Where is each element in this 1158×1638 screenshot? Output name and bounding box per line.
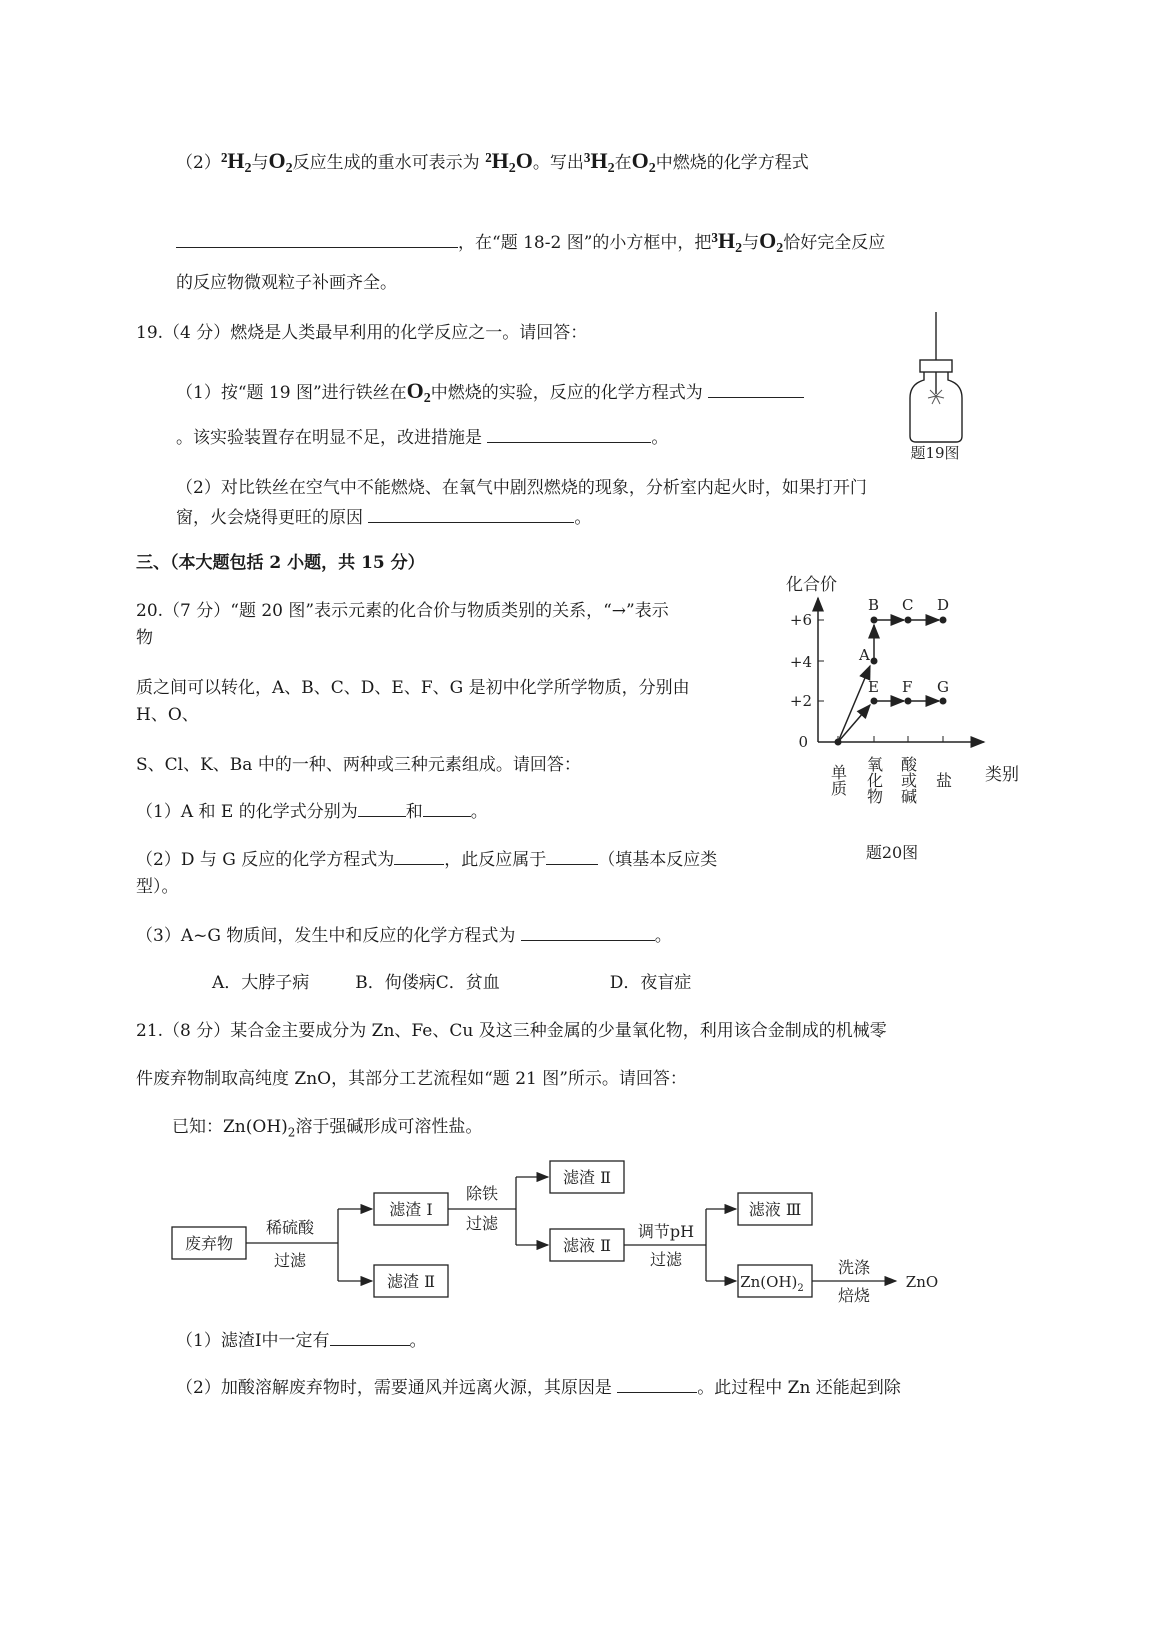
- chem-2h2: [220, 148, 252, 176]
- y-tick-plus4: +4: [789, 653, 812, 671]
- chart-xlabel: 类别: [985, 765, 1019, 785]
- q20-part2: [136, 850, 717, 870]
- answer-blank[interactable]: [487, 441, 651, 443]
- label-adjust-ph: 调节pH: [637, 1222, 695, 1241]
- option-d: D．夜盲症: [609, 973, 692, 993]
- chem-text: O: [406, 378, 424, 403]
- label-filter-2: 过滤: [465, 1214, 499, 1233]
- label-zno: ZnO: [905, 1273, 939, 1291]
- chem-sub: 2: [735, 241, 743, 256]
- q19-part2-line2: [176, 508, 591, 528]
- text: 。: [574, 508, 592, 528]
- chem-sub: 2: [508, 161, 516, 176]
- text: （1）按“题 19 图”进行铁丝在: [176, 383, 407, 403]
- q20-part3: [136, 926, 672, 946]
- q21-line1: 21.（8 分）某合金主要成分为 Zn、Fe、Cu 及这三种金属的少量氧化物，利用该合金制成的机械零: [136, 1021, 887, 1041]
- text: 。: [654, 926, 672, 946]
- chem-d2o: [485, 148, 533, 176]
- label-roast: 焙烧: [837, 1286, 871, 1305]
- chem-sub: 2: [797, 1283, 804, 1294]
- label-d: D: [937, 596, 950, 614]
- label-residue-1: 滤渣 Ⅰ: [389, 1200, 433, 1219]
- chem-3h2: [711, 228, 743, 256]
- arrow-origin-to-e: [838, 705, 870, 742]
- text: （1）A 和 E 的化学式分别为: [136, 802, 358, 822]
- label-filtrate-2: 滤液 Ⅱ: [563, 1236, 611, 1255]
- label-residue-2-upper: 滤渣 Ⅱ: [563, 1168, 611, 1187]
- gas-bottle-illustration: [900, 308, 970, 463]
- label-filtrate-3: 滤液 Ⅲ: [748, 1200, 802, 1219]
- y-tick-zero: 0: [798, 733, 808, 751]
- label-dilute-sulfuric-acid: 稀硫酸: [265, 1218, 315, 1237]
- label-remove-iron: 除铁: [465, 1184, 499, 1203]
- text: 。: [409, 1331, 427, 1351]
- chem-3h2: [583, 148, 615, 176]
- label-a: A: [859, 646, 870, 664]
- chem-sub: 2: [607, 161, 615, 176]
- y-tick-plus6: +6: [789, 611, 812, 629]
- text: （3）A~G 物质间，发生中和反应的化学方程式为: [136, 926, 516, 946]
- label-f: F: [902, 678, 913, 696]
- text: 已知：Zn(OH): [172, 1117, 288, 1137]
- text: 。: [470, 802, 488, 822]
- chem-sub: 2: [285, 161, 293, 176]
- text: 与: [742, 233, 760, 253]
- q20-options: [212, 973, 691, 993]
- chem-text: ³H: [583, 148, 608, 173]
- chem-text: O: [515, 148, 533, 173]
- chem-o2: [268, 148, 293, 176]
- chem-text: O: [759, 228, 777, 253]
- answer-blank[interactable]: [330, 1344, 410, 1346]
- q20-part2-cont: 型）。: [136, 877, 179, 897]
- text: 和: [405, 802, 423, 822]
- q19-part2-line1: （2）对比铁丝在空气中不能燃烧、在氧气中剧烈燃烧的现象，分析室内起火时，如果打开门: [176, 478, 867, 498]
- figure-19-caption: 题19图: [910, 444, 960, 462]
- figure-19: [900, 308, 970, 463]
- text: 。写出: [532, 153, 584, 173]
- q20-part1: [136, 802, 488, 822]
- text: 溶于强碱形成可溶性盐。: [295, 1117, 483, 1137]
- chem-o2: [759, 228, 784, 256]
- answer-blank[interactable]: [546, 863, 598, 865]
- label-znoh2: [740, 1273, 804, 1294]
- text: （2）加酸溶解废弃物时，需要通风并远离火源，其原因是: [176, 1378, 612, 1398]
- section-3-heading: 三、（本大题包括 2 小题，共 15 分）: [136, 553, 425, 573]
- chem-sub: 2: [287, 1125, 296, 1140]
- point-d: [940, 617, 947, 624]
- point-f: [905, 698, 912, 705]
- figure-21-flowchart: [166, 1155, 986, 1305]
- text: （2）D 与 G 反应的化学方程式为: [136, 850, 395, 870]
- label-b: B: [868, 596, 880, 614]
- label-waste: 废弃物: [184, 1234, 234, 1253]
- text: 与: [251, 153, 269, 173]
- y-tick-plus2: +2: [789, 692, 812, 710]
- label-e: E: [868, 678, 879, 696]
- point-g: [940, 698, 947, 705]
- x-cat-element: 单质: [828, 764, 848, 796]
- chem-sub: 2: [648, 161, 656, 176]
- text: ，此反应属于: [444, 850, 547, 870]
- q20-line1: 20.（7 分）“题 20 图”表示元素的化合价与物质类别的关系，“→”表示: [136, 601, 669, 621]
- text: 中燃烧的化学方程式: [655, 153, 809, 173]
- option-c: C．贫血: [435, 973, 500, 993]
- text: 。此过程中 Zn 还能起到除: [697, 1378, 901, 1398]
- point-b: [871, 617, 878, 624]
- chem-text: O: [631, 148, 649, 173]
- answer-blank[interactable]: [358, 815, 406, 817]
- chem-text: Zn(OH): [740, 1273, 798, 1291]
- point-c: [905, 617, 912, 624]
- chem-sub: 2: [776, 241, 784, 256]
- q21-known: [172, 1117, 482, 1140]
- label-residue-2-lower: 滤渣 Ⅱ: [387, 1272, 435, 1291]
- q18-part2-line: [176, 148, 809, 178]
- process-flow: [166, 1155, 986, 1305]
- x-cat-salt: 盐: [933, 772, 953, 788]
- text: 在: [614, 153, 632, 173]
- q19-part1-line2: [176, 428, 668, 448]
- q20-line4: H、O、: [136, 705, 199, 725]
- q19-heading: 19.（4 分）燃烧是人类最早利用的化学反应之一。请回答：: [136, 323, 588, 343]
- arrow-origin-to-a: [838, 666, 870, 742]
- label-filter-3: 过滤: [649, 1250, 683, 1269]
- q20-line5: S、Cl、K、Ba 中的一种、两种或三种元素组成。请回答：: [136, 755, 581, 775]
- text: （填基本反应类: [598, 850, 718, 870]
- q20-line2: 物: [136, 628, 153, 648]
- text: （1）滤渣Ⅰ中一定有: [176, 1331, 330, 1351]
- q19-part1-line: [176, 378, 804, 408]
- label-filter-1: 过滤: [273, 1251, 307, 1270]
- point-a: [871, 658, 878, 665]
- option-b: B．佝偻病: [355, 973, 436, 993]
- chem-text: ²H: [485, 148, 509, 173]
- point-origin: [835, 739, 842, 746]
- chart-ylabel: 化合价: [786, 575, 837, 595]
- q18-part2-number: （2）: [176, 153, 221, 173]
- chem-sub: 2: [244, 161, 252, 176]
- chem-text: O: [268, 148, 286, 173]
- option-a: A．大脖子病: [212, 973, 310, 993]
- answer-blank[interactable]: [394, 863, 444, 865]
- glass-plate: [920, 360, 952, 372]
- text: 反应生成的重水可表示为: [292, 153, 480, 173]
- chem-text: ³H: [711, 228, 736, 253]
- answer-blank[interactable]: [423, 815, 471, 817]
- text: 。该实验装置存在明显不足，改进措施是: [176, 428, 482, 448]
- text: 窗，火会烧得更旺的原因: [176, 508, 363, 528]
- chem-sub: 2: [423, 391, 431, 406]
- q21-part1: [176, 1331, 427, 1351]
- answer-blank[interactable]: [708, 396, 804, 398]
- text: ，在“题 18-2 图”的小方框中，把: [458, 233, 712, 253]
- q18-line3: 的反应物微观粒子补画齐全。: [176, 273, 397, 293]
- text: 恰好完全反应: [783, 233, 886, 253]
- x-cat-oxide: 氧化物: [864, 756, 884, 804]
- answer-blank[interactable]: [617, 1391, 697, 1393]
- answer-blank[interactable]: [521, 939, 655, 941]
- label-g: G: [937, 678, 949, 696]
- q21-part2: [176, 1378, 901, 1398]
- q20-line3: 质之间可以转化，A、B、C、D、E、F、G 是初中化学所学物质，分别由: [136, 678, 690, 698]
- figure-20-caption: 题20图: [865, 843, 919, 862]
- text: 中燃烧的实验，反应的化学方程式为: [430, 383, 703, 403]
- valence-category-plot: [780, 568, 1040, 868]
- label-c: C: [902, 596, 914, 614]
- q21-line2: 件废弃物制取高纯度 ZnO，其部分工艺流程如“题 21 图”所示。请回答：: [136, 1069, 687, 1089]
- point-e: [871, 698, 878, 705]
- text: 。: [651, 428, 669, 448]
- x-cat-acid-base: 酸或碱: [898, 756, 918, 804]
- q18-line2: [176, 228, 885, 258]
- figure-20-chart: [780, 568, 1040, 868]
- chem-o2: [631, 148, 656, 176]
- chem-text: ²H: [220, 148, 245, 173]
- answer-blank-equation[interactable]: [176, 246, 458, 248]
- answer-blank[interactable]: [368, 521, 574, 523]
- label-wash: 洗涤: [837, 1258, 871, 1277]
- chem-o2: [406, 378, 431, 406]
